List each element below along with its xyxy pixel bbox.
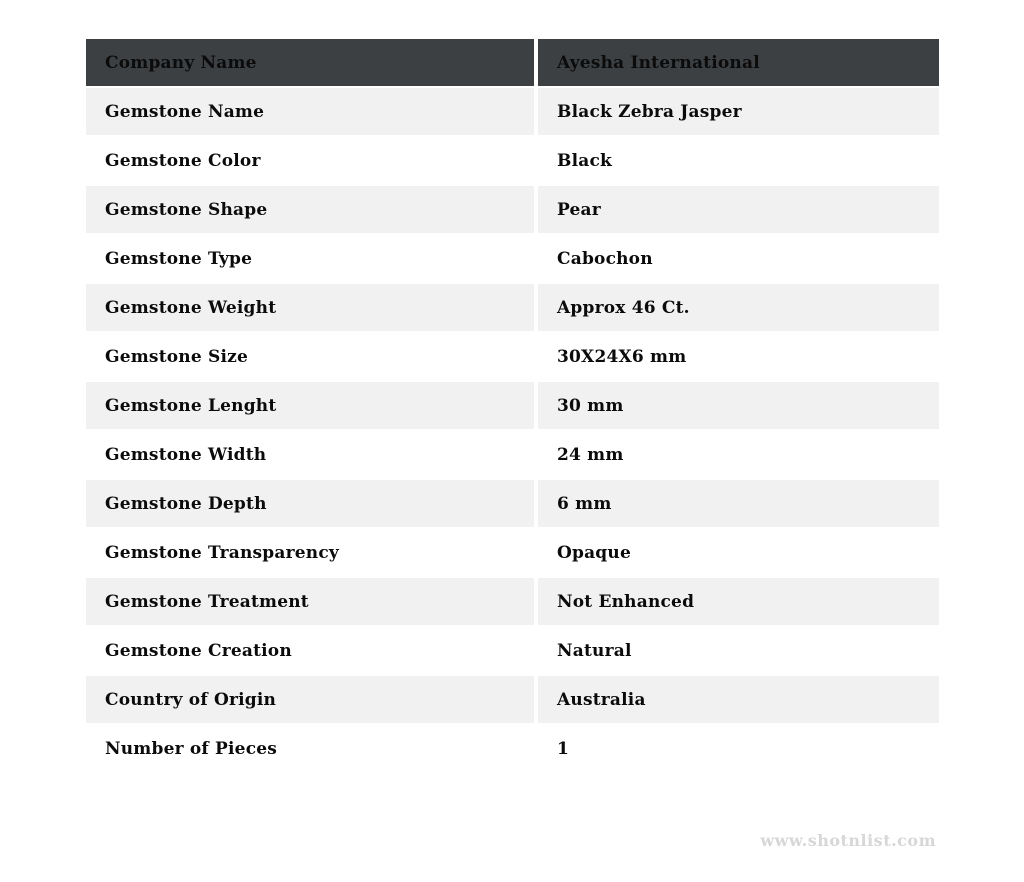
spec-table — [86, 39, 939, 774]
gemstone-spec-table — [86, 39, 939, 774]
row-value-cell: Australia — [538, 676, 939, 725]
row-label-cell: Gemstone Width — [86, 431, 538, 480]
table-row — [86, 627, 939, 676]
header-value-cell: Ayesha International — [538, 39, 939, 88]
spec-table-header — [86, 39, 939, 88]
spec-table-body — [86, 88, 939, 774]
row-value-cell: Not Enhanced — [538, 578, 939, 627]
row-value-cell: Approx 46 Ct. — [538, 284, 939, 333]
table-row — [86, 725, 939, 774]
row-value-cell: 6 mm — [538, 480, 939, 529]
table-row — [86, 88, 939, 137]
row-label-cell: Gemstone Transparency — [86, 529, 538, 578]
watermark-text: www.shotnlist.com — [760, 831, 936, 850]
row-label-cell: Gemstone Shape — [86, 186, 538, 235]
row-label-cell: Gemstone Treatment — [86, 578, 538, 627]
row-value-cell: 24 mm — [538, 431, 939, 480]
table-row — [86, 186, 939, 235]
header-row — [86, 39, 939, 88]
row-value-cell: Black — [538, 137, 939, 186]
row-label-cell: Gemstone Type — [86, 235, 538, 284]
row-label-cell: Gemstone Name — [86, 88, 538, 137]
row-value-cell: Natural — [538, 627, 939, 676]
table-row — [86, 676, 939, 725]
table-row — [86, 480, 939, 529]
table-row — [86, 284, 939, 333]
row-label-cell: Country of Origin — [86, 676, 538, 725]
row-value-cell: 1 — [538, 725, 939, 774]
row-value-cell: 30 mm — [538, 382, 939, 431]
row-label-cell: Gemstone Size — [86, 333, 538, 382]
table-row — [86, 578, 939, 627]
table-row — [86, 137, 939, 186]
table-row — [86, 431, 939, 480]
row-label-cell: Gemstone Depth — [86, 480, 538, 529]
row-value-cell: Opaque — [538, 529, 939, 578]
row-value-cell: Black Zebra Jasper — [538, 88, 939, 137]
row-label-cell: Gemstone Color — [86, 137, 538, 186]
header-label-cell: Company Name — [86, 39, 538, 88]
row-label-cell: Gemstone Lenght — [86, 382, 538, 431]
table-row — [86, 382, 939, 431]
table-row — [86, 333, 939, 382]
row-label-cell: Gemstone Creation — [86, 627, 538, 676]
row-value-cell: Pear — [538, 186, 939, 235]
row-label-cell: Gemstone Weight — [86, 284, 538, 333]
row-label-cell: Number of Pieces — [86, 725, 538, 774]
table-row — [86, 235, 939, 284]
row-value-cell: 30X24X6 mm — [538, 333, 939, 382]
table-row — [86, 529, 939, 578]
row-value-cell: Cabochon — [538, 235, 939, 284]
